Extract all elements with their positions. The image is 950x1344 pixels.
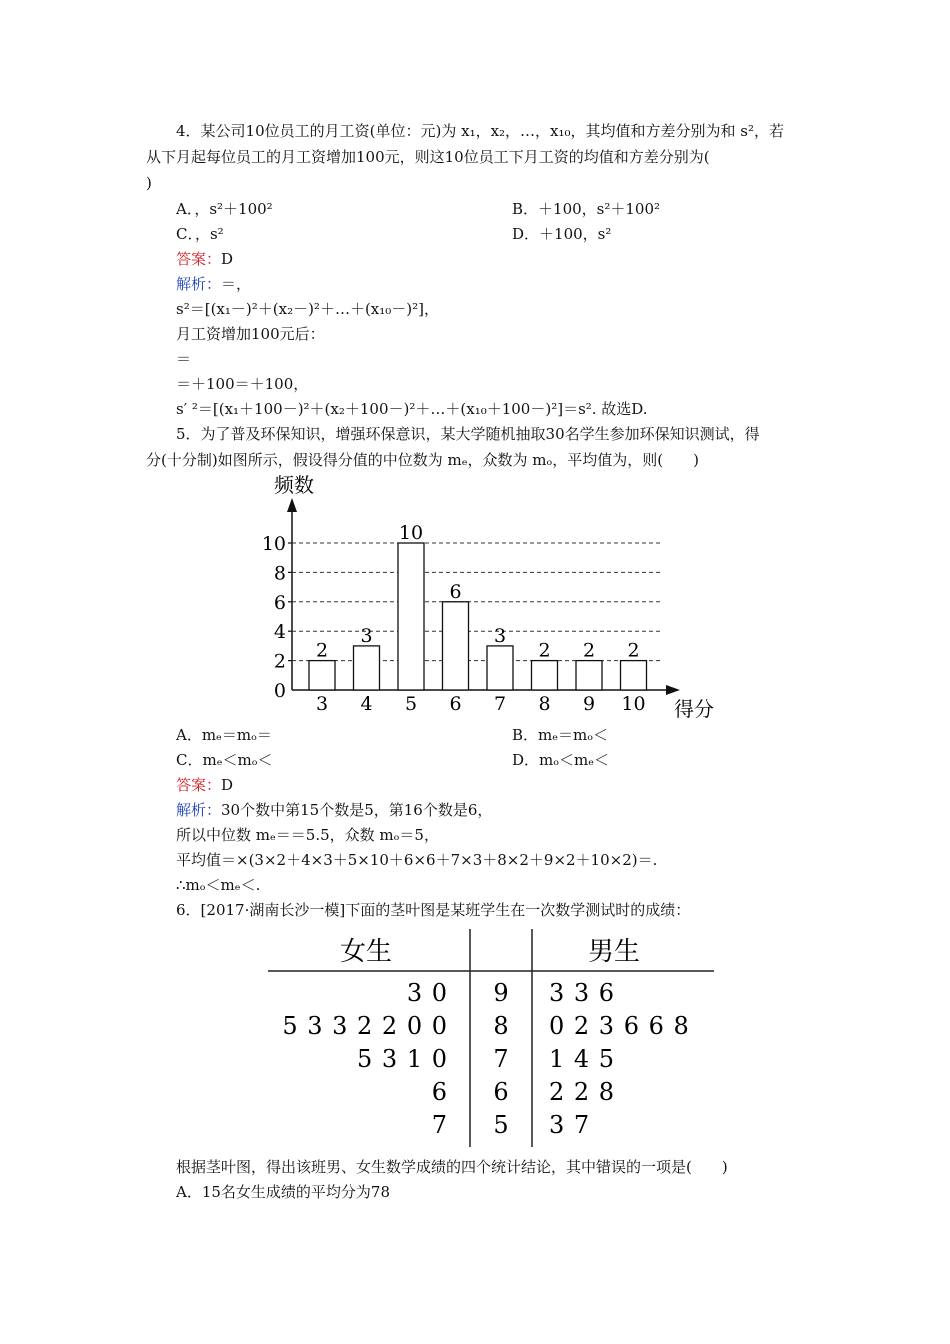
- q4-analysis: [176, 274, 251, 294]
- q4-analysis-text: ＝，: [221, 275, 252, 293]
- y-axis-arrow: [287, 498, 297, 512]
- female-leaves: 5 3 1 0: [357, 1045, 448, 1073]
- stem-value: 9: [493, 979, 509, 1007]
- bar: [487, 646, 513, 690]
- bar: [576, 661, 602, 690]
- q4-analysis-line5: ＝＋100＝＋100，: [176, 375, 309, 393]
- y-tick-label: 8: [273, 562, 286, 585]
- q4-option-c: C．，s²: [176, 225, 224, 243]
- stem-value: 5: [493, 1111, 509, 1139]
- y-tick-label: 10: [262, 533, 286, 555]
- male-leaves: 0 2 3 6 6 8: [549, 1012, 690, 1040]
- score-frequency-bar-chart: [262, 472, 720, 722]
- bar-value-label: 3: [493, 624, 507, 647]
- bar-value-label: 3: [360, 624, 373, 647]
- q5-analysis-line3: 平均值＝×(3×2＋4×3＋5×10＋6×6＋7×3＋8×2＋9×2＋10×2)＝.: [176, 851, 658, 869]
- q4-analysis-line4: ＝: [176, 350, 192, 368]
- x-tick-label: 4: [360, 693, 373, 715]
- x-tick-label: 7: [493, 693, 507, 715]
- male-leaves: 3 3 6: [549, 979, 616, 1007]
- q5-option-d: D．mₒ＜mₑ＜: [512, 751, 610, 769]
- x-tick-label: 5: [404, 693, 418, 715]
- q4-answer: [176, 249, 233, 269]
- q4-line1: 4．某公司10位员工的月工资(单位：元)为 x₁，x₂，…，x₁₀，其均值和方差分别为和 s²，若: [176, 122, 785, 140]
- stem-value: 6: [493, 1078, 509, 1106]
- bar-value-label: 2: [582, 639, 596, 662]
- bar-value-label: 2: [627, 639, 640, 662]
- female-leaves: 3 0: [406, 979, 448, 1007]
- q4-analysis-line6: s′ ²＝[(x₁＋100－)²＋(x₂＋100－)²＋…＋(x₁₀＋100－)²]＝s². 故选D.: [176, 400, 648, 418]
- male-leaves: 3 7: [549, 1111, 591, 1139]
- y-tick-label: 2: [273, 650, 286, 673]
- q5-analysis-line4: ∴mₒ＜mₑ＜.: [176, 876, 261, 894]
- male-leaves: 1 4 5: [549, 1045, 616, 1073]
- stem-and-leaf-plot: [262, 925, 720, 1150]
- q5-analysis: [176, 800, 492, 820]
- q6-option-a: A．15名女生成绩的平均分为78: [176, 1183, 391, 1201]
- x-axis-title: 得分: [674, 697, 714, 721]
- q6-line2: 根据茎叶图，得出该班男、女生数学成绩的四个统计结论，其中错误的一项是( ): [176, 1158, 728, 1176]
- q6-line1: 6．[2017·湖南长沙一模]下面的茎叶图是某班学生在一次数学测试时的成绩：: [176, 901, 691, 919]
- x-tick-label: 3: [315, 693, 329, 715]
- q5-answer: [176, 775, 233, 795]
- header-female: 女生: [339, 937, 393, 967]
- bar: [621, 661, 647, 690]
- q4-analysis-line3: 月工资增加100元后：: [176, 325, 325, 343]
- y-axis-title: 频数: [274, 473, 314, 497]
- bar: [354, 646, 380, 690]
- bar-value-label: 2: [538, 639, 551, 662]
- q5-option-b: B．mₑ＝mₒ＜: [512, 726, 609, 744]
- bar: [309, 661, 335, 690]
- q4-analysis-line2: s²＝[(x₁－)²＋(x₂－)²＋…＋(x₁₀－)²]，: [176, 300, 439, 318]
- y-tick-label: 6: [273, 591, 286, 614]
- stem-value: 8: [493, 1012, 509, 1040]
- q4-answer-value: D: [221, 250, 234, 268]
- q5-analysis-line2: 所以中位数 mₑ＝＝5.5，众数 mₒ＝5，: [176, 826, 439, 844]
- q5-option-c: C．mₑ＜mₒ＜: [176, 751, 273, 769]
- stem-value: 7: [493, 1045, 509, 1073]
- x-tick-label: 9: [582, 693, 596, 715]
- q5-analysis-text: 30个数中第15个数是5，第16个数是6，: [221, 801, 493, 819]
- q4-line2: 从下月起每位员工的月工资增加100元，则这10位员工下月工资的均值和方差分别为(: [146, 148, 710, 166]
- bar-value-label: 6: [449, 580, 462, 603]
- q5-analysis-label: 解析：: [176, 801, 222, 819]
- q5-option-a: A．mₑ＝mₒ＝: [176, 726, 272, 744]
- x-axis-arrow: [666, 685, 680, 695]
- y-tick-label: 0: [273, 680, 286, 702]
- q5-line2: 分(十分制)如图所示，假设得分值的中位数为 mₑ，众数为 mₒ，平均值为，则( ): [146, 451, 699, 469]
- y-tick-label: 4: [273, 621, 286, 644]
- header-male: 男生: [587, 937, 641, 967]
- female-leaves: 7: [431, 1111, 448, 1139]
- bar: [443, 602, 469, 690]
- female-leaves: 5 3 3 2 2 0 0: [282, 1012, 448, 1040]
- x-tick-label: 10: [621, 693, 646, 715]
- bar: [532, 661, 558, 690]
- bar: [398, 543, 424, 690]
- q4-line3: ): [146, 174, 152, 192]
- x-tick-label: 8: [538, 693, 551, 715]
- female-leaves: 6: [431, 1078, 448, 1106]
- x-tick-label: 6: [449, 693, 462, 715]
- q4-option-b: B．＋100，s²＋100²: [512, 200, 661, 218]
- q4-answer-label: 答案：: [176, 250, 222, 268]
- q5-answer-value: D: [221, 776, 234, 794]
- q5-line1: 5．为了普及环保知识，增强环保意识，某大学随机抽取30名学生参加环保知识测试，得: [176, 425, 760, 443]
- q5-answer-label: 答案：: [176, 776, 222, 794]
- q4-option-a: A．，s²＋100²: [176, 200, 273, 218]
- male-leaves: 2 2 8: [549, 1078, 616, 1106]
- q4-analysis-label: 解析：: [176, 275, 222, 293]
- q4-option-d: D．＋100，s²: [512, 225, 612, 243]
- bar-value-label: 2: [315, 639, 329, 662]
- bar-value-label: 10: [398, 522, 424, 544]
